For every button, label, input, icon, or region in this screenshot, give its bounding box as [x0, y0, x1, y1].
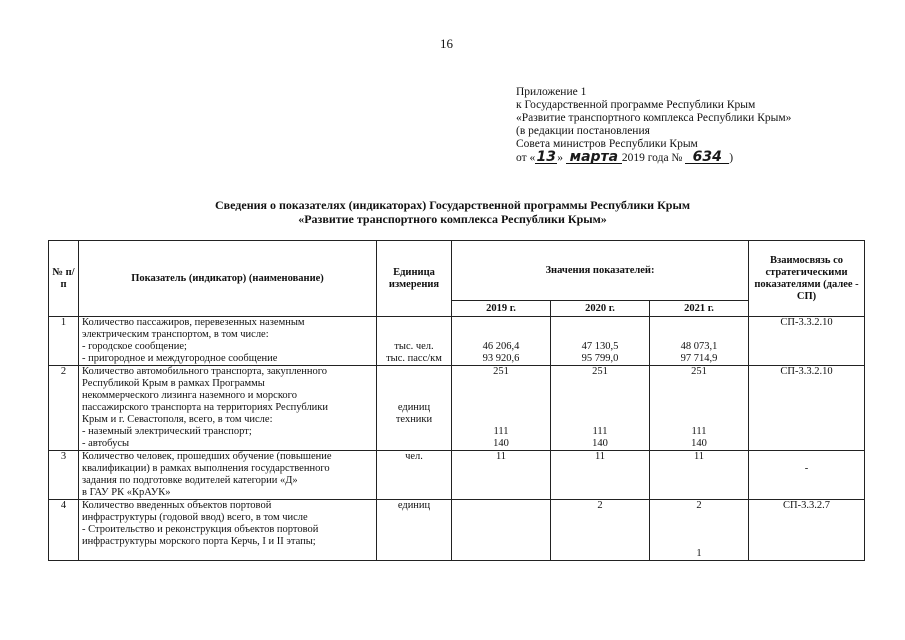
appendix-line: Совета министров Республики Крым: [516, 138, 698, 150]
header-indicator: Показатель (индикатор) (наименование): [79, 241, 377, 317]
row-link: СП-3.3.2.7: [749, 500, 865, 561]
row-value-2020: 47 130,5 95 799,0: [551, 317, 650, 366]
row-num: 2: [49, 366, 79, 451]
table-row: [49, 451, 865, 500]
row-value-2021: 251 111 140: [650, 366, 749, 451]
row-indicator: Количество человек, прошедших обучение (повышение квалификации) в рамках выполнения государственного задания по подготовке водителей категории «Д» в ГАУ РК «КрАУК»: [79, 451, 377, 500]
appendix-note: [516, 86, 791, 165]
header-2020: 2020 г.: [551, 301, 650, 317]
row-link: СП-3.3.2.10: [749, 317, 865, 366]
handwritten-month: марта: [566, 151, 622, 164]
row-link: СП-3.3.2.10: [749, 366, 865, 451]
row-value-2020: 2: [551, 500, 650, 561]
header-unit: Единица измерения: [377, 241, 452, 317]
appendix-date-line: от «13» марта 2019 года № 634 ): [516, 149, 734, 165]
row-unit: единиц: [377, 500, 452, 561]
indicators-table: [48, 240, 865, 561]
header-link: Взаимосвязь со стратегическими показателями (далее - СП): [749, 241, 865, 317]
row-indicator: Количество пассажиров, перевезенных наземным электрическим транспортом, в том числе: - городское сообщение; - пригородное и междугородное сообщение: [79, 317, 377, 366]
header-num: № п/п: [49, 241, 79, 317]
handwritten-number: 634: [685, 151, 729, 164]
row-num: 1: [49, 317, 79, 366]
row-value-2020: 11: [551, 451, 650, 500]
table-row: [49, 500, 865, 561]
header-values: Значения показателей:: [452, 241, 749, 301]
row-value-2019: 46 206,4 93 920,6: [452, 317, 551, 366]
row-indicator: Количество автомобильного транспорта, закупленного Республикой Крым в рамках Программы некоммерческого лизинга наземного и морского пассажирского транспорта на территориях Республики Крым и г. Севастополя, всего, в том числе: - наземный электрический транспорт; - автобусы: [79, 366, 377, 451]
row-unit: тыс. чел. тыс. пасс/км: [377, 317, 452, 366]
appendix-line: к Государственной программе Республики Крым: [516, 99, 756, 111]
row-link: -: [749, 451, 865, 500]
row-value-2019: [452, 500, 551, 561]
row-value-2021: 48 073,1 97 714,9: [650, 317, 749, 366]
row-unit: чел.: [377, 451, 452, 500]
header-2019: 2019 г.: [452, 301, 551, 317]
table-row: [49, 317, 865, 366]
row-value-2021: 2 1: [650, 500, 749, 561]
header-2021: 2021 г.: [650, 301, 749, 317]
appendix-line: (в редакции постановления: [516, 125, 650, 137]
table-row: [49, 366, 865, 451]
row-num: 3: [49, 451, 79, 500]
appendix-line: «Развитие транспортного комплекса Республики Крым»: [516, 112, 792, 124]
row-value-2019: 251 111 140: [452, 366, 551, 451]
row-num: 4: [49, 500, 79, 561]
handwritten-day: 13: [536, 149, 556, 165]
page-number: 16: [440, 36, 453, 51]
document-title: Сведения о показателях (индикаторах) Государственной программы Республики Крым «Развитие транспортного комплекса Республики Крым»: [214, 198, 691, 226]
row-value-2020: 251 111 140: [551, 366, 650, 451]
appendix-line: Приложение 1: [516, 86, 587, 98]
row-value-2021: 11: [650, 451, 749, 500]
row-indicator: Количество введенных объектов портовой инфраструктуры (годовой ввод) всего, в том числе - Строительство и реконструкция объектов портовой инфраструктуры морского порта Керчь, I и II этапы;: [79, 500, 377, 561]
row-unit: единиц техники: [377, 366, 452, 451]
row-value-2019: 11: [452, 451, 551, 500]
